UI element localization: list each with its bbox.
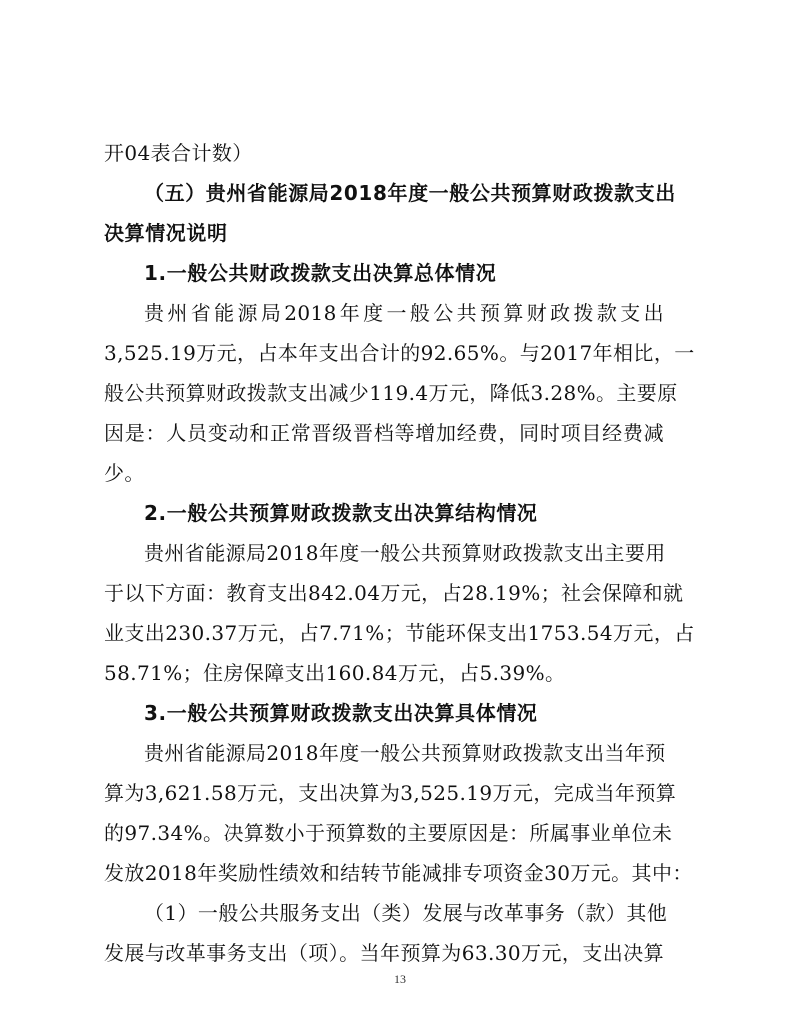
paragraph-4-line-2: 发展与改革事务支出（项）。当年预算为63.30万元，支出决算 xyxy=(104,941,664,965)
paragraph-3-line-1: 贵州省能源局2018年度一般公共预算财政拨款支出当年预 xyxy=(144,741,666,765)
paragraph-2-line-3: 业支出230.37万元，占7.71%；节能环保支出1753.54万元，占 xyxy=(104,621,695,645)
paragraph-3-line-2: 算为3,621.58万元，支出决算为3,525.19万元，完成当年预算 xyxy=(104,781,677,805)
paragraph-1-line-1: 贵州省能源局2018年度一般公共预算财政拨款支出 xyxy=(144,301,664,325)
page-number: 13 xyxy=(394,972,406,986)
paragraph-2-line-1: 贵州省能源局2018年度一般公共预算财政拨款支出主要用 xyxy=(144,541,666,565)
paragraph-4-line-1: （1）一般公共服务支出（类）发展与改革事务（款）其他 xyxy=(144,901,668,925)
paragraph-1-line-2: 3,525.19万元，占本年支出合计的92.65%。与2017年相比，一 xyxy=(104,341,695,365)
paragraph-1-line-4: 因是：人员变动和正常晋级晋档等增加经费，同时项目经费减 xyxy=(104,421,664,445)
section-heading-line-2: 决算情况说明 xyxy=(104,221,228,245)
subheading-3: 3.一般公共预算财政拨款支出决算具体情况 xyxy=(144,701,538,725)
text-line-continuation: 开04表合计数） xyxy=(104,141,253,165)
paragraph-2-line-4: 58.71%；住房保障支出160.84万元，占5.39%。 xyxy=(104,661,566,685)
paragraph-3-line-4: 发放2018年奖励性绩效和结转节能减排专项资金30万元。其中： xyxy=(104,861,693,885)
paragraph-2-line-2: 于以下方面：教育支出842.04万元，占28.19%；社会保障和就 xyxy=(104,581,684,605)
subheading-2: 2.一般公共预算财政拨款支出决算结构情况 xyxy=(144,501,538,525)
section-heading-line-1: （五）贵州省能源局2018年度一般公共预算财政拨款支出 xyxy=(144,181,676,205)
paragraph-1-line-3: 般公共预算财政拨款支出减少119.4万元，降低3.28%。主要原 xyxy=(104,381,678,405)
paragraph-1-line-5: 少。 xyxy=(104,461,145,485)
subheading-1: 1.一般公共财政拨款支出决算总体情况 xyxy=(144,261,497,285)
paragraph-3-line-3: 的97.34%。决算数小于预算数的主要原因是：所属事业单位未 xyxy=(104,821,673,845)
